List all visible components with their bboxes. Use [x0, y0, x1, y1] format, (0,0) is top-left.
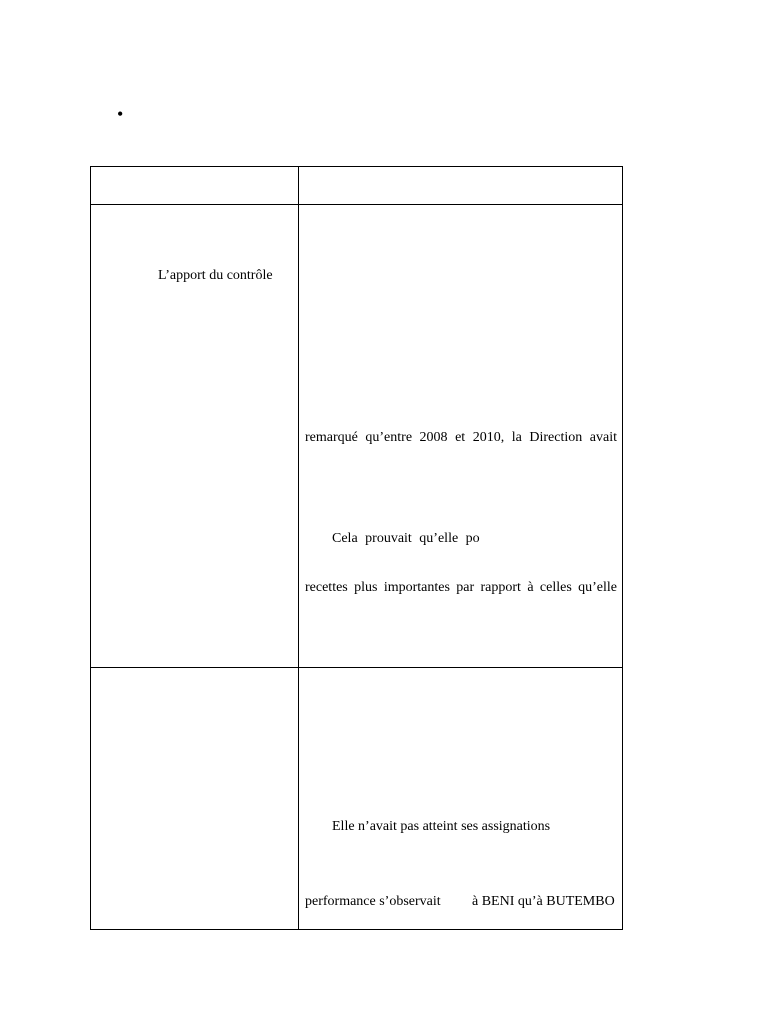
- document-table: [90, 166, 623, 930]
- row1-right-line-3: recettes plus importantes par rapport à celles qu’elle: [305, 580, 617, 595]
- column-divider: [298, 167, 299, 929]
- row1-right-line-2: Cela prouvait qu’elle po: [332, 531, 480, 546]
- row2-right-line-2b: à BENI qu’à BUTEMBO: [472, 894, 615, 909]
- bullet-point: •: [117, 104, 124, 124]
- row1-right-line-1: remarqué qu’entre 2008 et 2010, la Direction avait: [305, 430, 617, 445]
- row2-right-line-2a: performance s’observait: [305, 894, 441, 909]
- header-row-divider: [91, 204, 622, 205]
- row2-right-line-1: Elle n’avait pas atteint ses assignations: [332, 819, 551, 834]
- row1-left-label: L’apport du contrôle: [158, 268, 273, 283]
- row-divider: [91, 667, 622, 668]
